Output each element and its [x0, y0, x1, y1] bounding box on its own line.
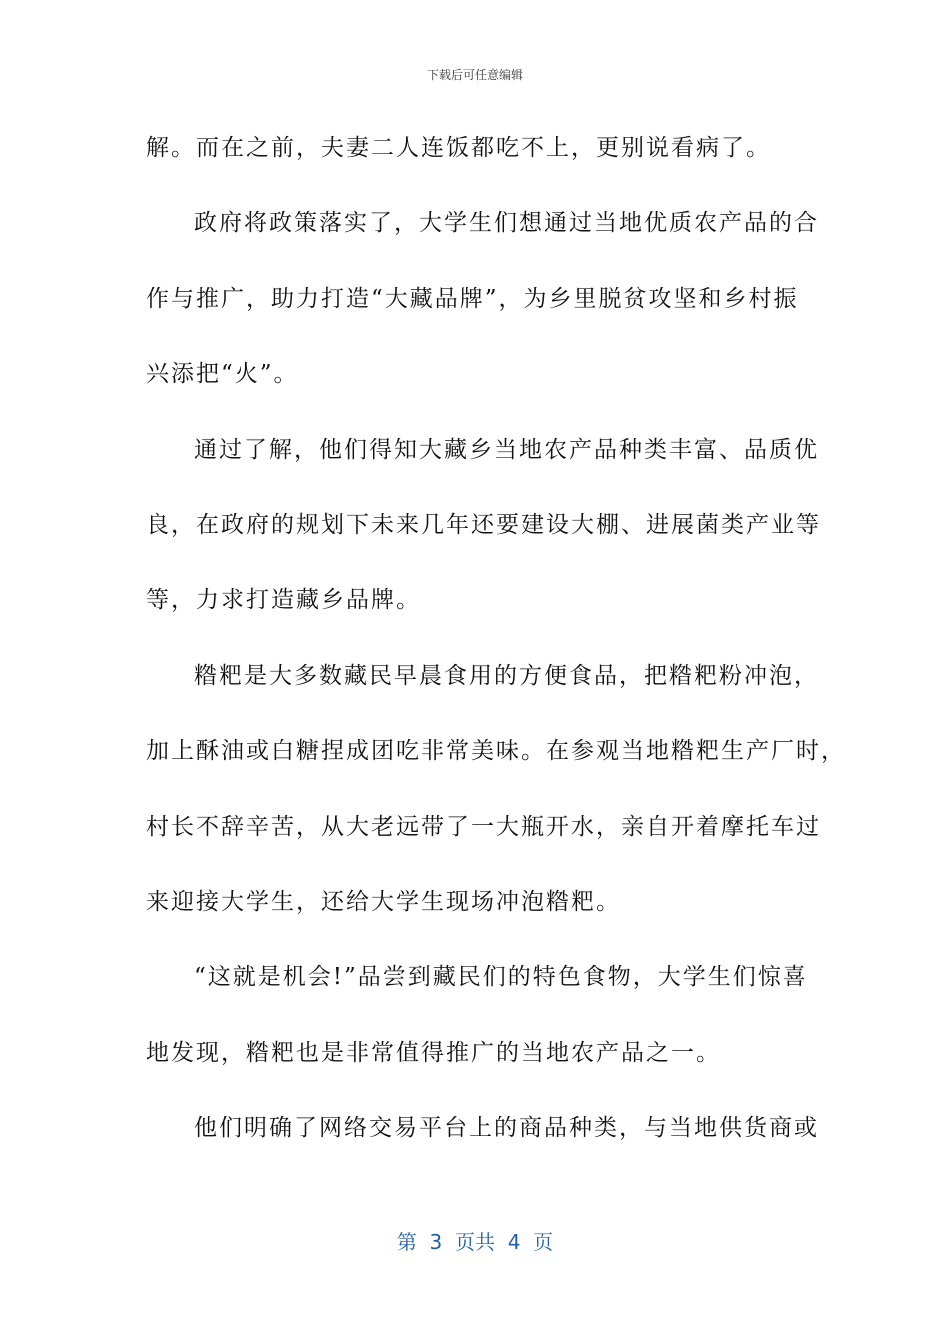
text-line: 加上酥油或白糖捏成团吃非常美味。在参观当地糌粑生产厂时，: [146, 738, 846, 765]
text-line: 良，在政府的规划下未来几年还要建设大棚、进展菌类产业等: [146, 511, 821, 538]
text-line: 作与推广，助力打造“大藏品牌”，为乡里脱贫攻坚和乡村振: [146, 285, 799, 312]
text-line: 等，力求打造藏乡品牌。: [146, 587, 421, 614]
text-line: 他们明确了网络交易平台上的商品种类，与当地供货商或: [194, 1115, 819, 1142]
text-line: 来迎接大学生，还给大学生现场冲泡糌粑。: [146, 888, 621, 915]
text-line: 糌粑是大多数藏民早晨食用的方便食品，把糌粑粉冲泡，: [194, 662, 819, 689]
text-line: 村长不辞辛苦，从大老远带了一大瓶开水，亲自开着摩托车过: [146, 813, 821, 840]
body-text: [146, 122, 846, 1177]
page-header: 下载后可任意编辑: [426, 68, 523, 82]
text-line: 地发现，糌粑也是非常值得推广的当地农产品之一。: [146, 1039, 721, 1066]
page-footer: 第 3 页共 4 页: [396, 1230, 554, 1254]
text-line: “这就是机会!”品尝到藏民们的特色食物，大学生们惊喜: [194, 964, 808, 991]
text-line: 通过了解，他们得知大藏乡当地农产品种类丰富、品质优: [194, 436, 819, 463]
text-line: 解。而在之前，夫妻二人连饭都吃不上，更别说看病了。: [146, 135, 771, 161]
text-line: 兴添把“火”。: [146, 361, 299, 388]
text-line: 政府将政策落实了，大学生们想通过当地优质农产品的合: [194, 210, 819, 237]
